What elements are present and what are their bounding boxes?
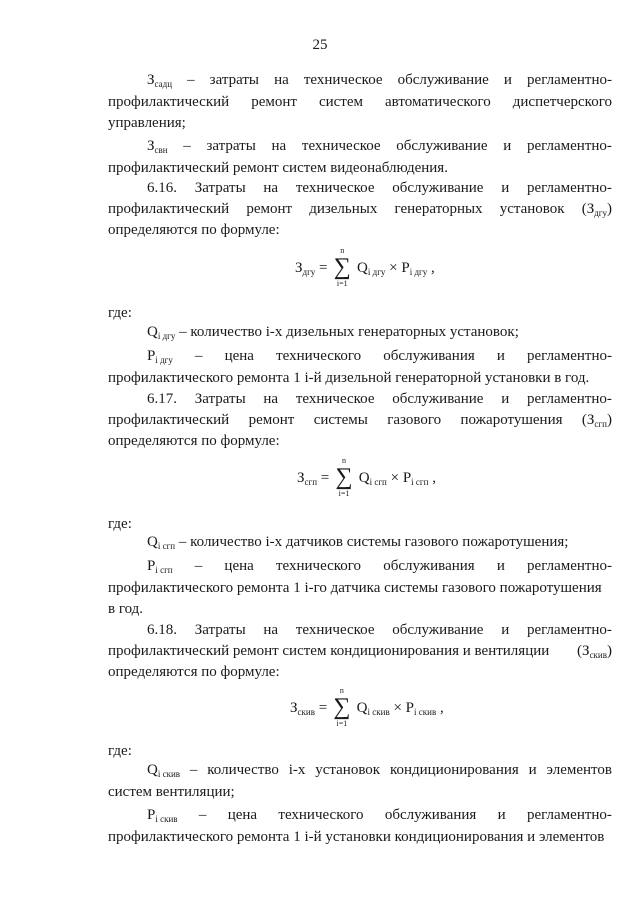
b1-symbol: $З_{садц}$ xyxy=(147,72,173,89)
s616-p-desc-line1 xyxy=(147,346,612,366)
b2-symbol: $З_{свн}$ xyxy=(147,138,168,155)
word: профилактический xyxy=(108,412,230,428)
word: на xyxy=(271,138,287,154)
b2-line1 xyxy=(147,136,612,156)
word: системы xyxy=(313,412,368,428)
word: техническое xyxy=(301,138,381,154)
word: регламентно- xyxy=(526,622,612,638)
word: обслуживания xyxy=(383,348,475,364)
sum-symbol: n ∑ i=1 xyxy=(333,686,351,728)
word: техническое xyxy=(295,391,375,407)
word: обслуживание xyxy=(396,138,488,154)
word: Затраты xyxy=(194,180,246,196)
s618-q-desc-line2: систем вентиляции; xyxy=(108,784,235,800)
word: дизельных xyxy=(309,201,378,217)
s617-line3: определяются по формуле: xyxy=(108,433,280,449)
word: – xyxy=(183,138,191,154)
word: обслуживание xyxy=(392,622,484,638)
s616-where: где: xyxy=(108,305,132,321)
word: затраты xyxy=(209,72,260,88)
word: генераторных xyxy=(394,201,483,217)
word: регламентно- xyxy=(527,348,612,364)
s618-where: где: xyxy=(108,743,132,759)
line-text: профилактический ремонт систем кондиционирования и вентиляции xyxy=(108,643,550,659)
word: Затраты xyxy=(194,391,246,407)
word: систем xyxy=(318,94,363,110)
word: – xyxy=(198,807,207,823)
word: и xyxy=(497,807,506,823)
word: газового xyxy=(387,412,442,428)
s617-line2 xyxy=(108,410,612,430)
word: техническое xyxy=(303,72,383,88)
word: регламентно- xyxy=(527,558,612,574)
sum-symbol: n ∑ i=1 xyxy=(335,456,353,498)
s618-q-symbol: $Q_{i скив}$ xyxy=(147,762,181,779)
s616-q-desc: $Q_{i дгу}$ – количество i-х дизельных генераторных установок; xyxy=(147,324,519,341)
word: регламентно- xyxy=(526,391,612,407)
word: – xyxy=(194,348,203,364)
word: на xyxy=(274,72,289,88)
word: техническое xyxy=(295,622,375,638)
word: технического xyxy=(278,807,364,823)
word: регламентно- xyxy=(526,138,612,154)
section-number: 6.18. xyxy=(147,622,177,638)
s616-line1 xyxy=(147,178,612,198)
word: и xyxy=(503,138,512,154)
word: и xyxy=(501,391,510,407)
s616-formula: $З_{дгу}$ = n ∑ i=1 $Q_{i дгу} \times P_{i дгу}$ , xyxy=(295,246,435,288)
s618-formula: $З_{скив}$ = n ∑ i=1 $Q_{i скив} \times P_{i скив}$ , xyxy=(290,686,444,728)
word: количество xyxy=(207,762,279,778)
s616-p-desc-line2: профилактического ремонта 1 i-й дизельной генераторной установки в год. xyxy=(108,370,590,386)
s618-p-desc-line1 xyxy=(147,805,612,825)
word: цена xyxy=(224,348,254,364)
word: затраты xyxy=(206,138,256,154)
page-number: 25 xyxy=(312,37,328,53)
s618-p-symbol: $P_{i скив}$ xyxy=(147,807,178,824)
s618-p-desc-line2: профилактического ремонта 1 i-й установки кондиционирования и элементов xyxy=(108,829,605,845)
word: – xyxy=(187,72,195,88)
s618-q-desc-line1 xyxy=(147,760,612,780)
word: профилактический xyxy=(108,201,230,217)
s618-line3: определяются по формуле: xyxy=(108,664,280,680)
word: технического xyxy=(275,558,362,574)
word: автоматического xyxy=(385,94,491,110)
s616-line3: определяются по формуле: xyxy=(108,222,280,238)
word: установок xyxy=(499,201,565,217)
s617-where: где: xyxy=(108,516,132,532)
word: Затраты xyxy=(194,622,246,638)
word: техническое xyxy=(295,180,375,196)
word: регламентно- xyxy=(526,180,612,196)
word: установок xyxy=(315,762,381,778)
word: – xyxy=(189,762,198,778)
s617-symbol: $(З_{сгп})$ xyxy=(581,412,612,429)
word: обслуживания xyxy=(383,558,475,574)
s618-symbol: $(З_{скив})$ xyxy=(577,643,612,660)
word: i-х xyxy=(288,762,306,778)
word: диспетчерского xyxy=(512,94,612,110)
word: технического xyxy=(276,348,362,364)
word: и xyxy=(501,622,510,638)
s616-symbol: $(З_{дгу})$ xyxy=(581,201,612,218)
word: цена xyxy=(224,558,254,574)
word: цена xyxy=(227,807,258,823)
s617-line1 xyxy=(147,389,612,409)
word: обслуживание xyxy=(392,180,484,196)
word: и xyxy=(528,762,537,778)
word: регламентно- xyxy=(526,807,612,823)
word: и xyxy=(503,72,512,88)
s617-formula: $З_{сгп}$ = n ∑ i=1 $Q_{i сгп} \times P_{i сгп}$ , xyxy=(297,456,436,498)
section-number: 6.16. xyxy=(147,180,177,196)
s617-q-desc: $Q_{i сгп}$ – количество i-х датчиков системы газового пожаротушения; xyxy=(147,534,569,551)
word: ремонт xyxy=(251,94,297,110)
word: ремонт xyxy=(248,412,295,428)
s616-p-symbol: $P_{i дгу}$ xyxy=(147,348,173,365)
word: регламентно- xyxy=(527,72,612,88)
sum-symbol: n ∑ i=1 xyxy=(333,246,351,288)
word: ремонт xyxy=(246,201,293,217)
word: на xyxy=(263,622,279,638)
word: – xyxy=(194,558,203,574)
word: обслуживания xyxy=(384,807,477,823)
s617-p-desc-line2: профилактического ремонта 1 i-го датчика системы газового пожаротушения xyxy=(108,580,602,596)
word: на xyxy=(263,180,279,196)
word: на xyxy=(263,391,279,407)
s617-p-desc-line3: в год. xyxy=(108,601,144,617)
s618-line1 xyxy=(147,620,612,640)
s617-p-desc-line1 xyxy=(147,556,612,576)
word: и xyxy=(496,348,505,364)
s618-line2 xyxy=(108,641,612,661)
word: и xyxy=(496,558,505,574)
word: и xyxy=(501,180,510,196)
word: элементов xyxy=(546,762,612,778)
s617-p-symbol: $P_{i сгп}$ xyxy=(147,558,173,575)
s616-line2 xyxy=(108,199,612,219)
section-number: 6.17. xyxy=(147,391,177,407)
word: пожаротушения xyxy=(460,412,563,428)
b1-line2 xyxy=(108,92,612,112)
b1-line3: управления; xyxy=(108,115,186,131)
word: обслуживание xyxy=(397,72,489,88)
word: обслуживание xyxy=(392,391,484,407)
word: кондиционирования xyxy=(389,762,519,778)
b1-line1 xyxy=(147,70,612,90)
b2-line2: профилактический ремонт систем видеонаблюдения. xyxy=(108,160,448,176)
word: профилактический xyxy=(108,94,230,110)
